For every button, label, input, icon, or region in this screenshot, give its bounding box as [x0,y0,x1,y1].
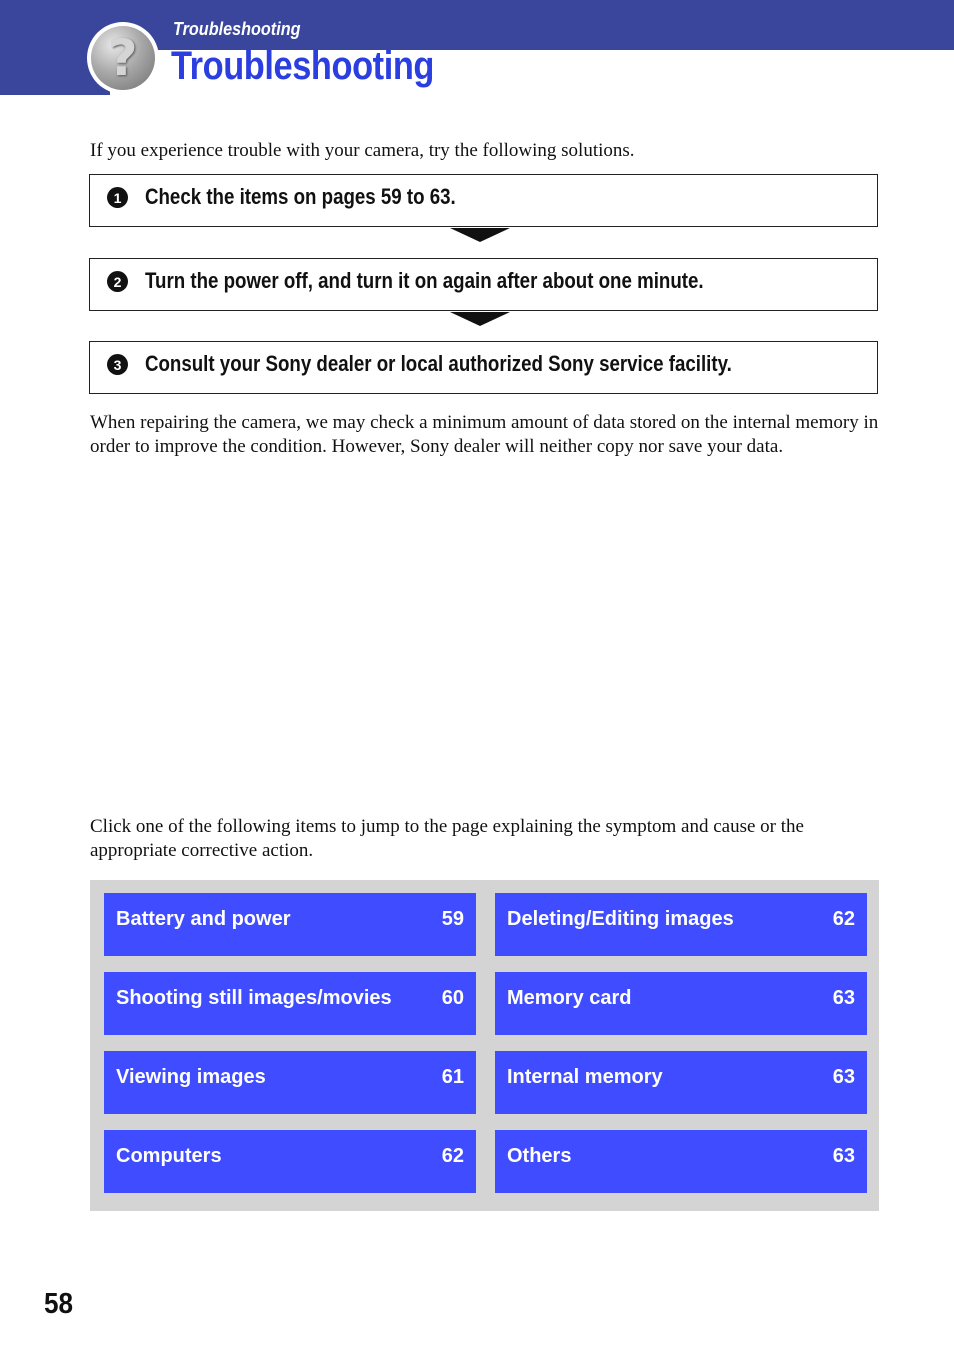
down-arrow-icon [450,312,510,326]
link-label: Shooting still images/movies [116,987,392,1009]
step-3-text: Consult your Sony dealer or local authorized Sony service facility. [145,351,732,376]
link-label: Deleting/Editing images [507,908,734,930]
link-deleting-editing-images[interactable] [495,893,867,956]
link-label: Internal memory [507,1066,663,1088]
link-internal-memory[interactable] [495,1051,867,1114]
page-number: 58 [44,1288,74,1320]
link-label: Computers [116,1145,222,1167]
intro-text: If you experience trouble with your camera, try the following solutions. [90,140,635,161]
repair-note: When repairing the camera, we may check a minimum amount of data stored on the internal memory in order to improve the condition. However, Sony dealer will neither copy nor save your data. [90,412,879,457]
link-page-number: 60 [441,987,464,1009]
link-battery-and-power[interactable] [104,893,476,956]
step-1-number: 1 [107,187,128,208]
link-page-number: 61 [441,1066,464,1088]
step-2-text: Turn the power off, and turn it on again after about one minute. [145,268,704,293]
link-page-number: 63 [832,1145,855,1167]
link-page-number: 63 [832,987,855,1009]
step-1-text: Check the items on pages 59 to 63. [145,184,456,209]
question-mark-icon [91,26,155,90]
down-arrow-icon [450,228,510,242]
link-page-number: 62 [441,1145,464,1167]
step-2-number: 2 [107,271,128,292]
question-mark-glyph: ? [108,29,138,87]
link-viewing-images[interactable] [104,1051,476,1114]
link-label: Others [507,1145,572,1167]
link-label: Battery and power [116,908,291,930]
breadcrumb: Troubleshooting [173,19,301,39]
link-label: Viewing images [116,1066,266,1088]
link-memory-card[interactable] [495,972,867,1035]
link-page-number: 59 [441,908,464,930]
step-2-box [89,258,878,311]
link-computers[interactable] [104,1130,476,1193]
step-3-box [89,341,878,394]
page-title: Troubleshooting [171,44,434,88]
step-1-box [89,174,878,227]
link-label: Memory card [507,987,632,1009]
link-others[interactable] [495,1130,867,1193]
step-3-number: 3 [107,354,128,375]
help-badge [87,22,159,94]
jump-intro-text: Click one of the following items to jump to the page explaining the symptom and cause or the appropriate corrective action. [90,816,804,861]
link-page-number: 63 [832,1066,855,1088]
symptom-link-panel [90,880,879,1211]
link-page-number: 62 [832,908,855,930]
link-shooting-still-images-movies[interactable] [104,972,476,1035]
